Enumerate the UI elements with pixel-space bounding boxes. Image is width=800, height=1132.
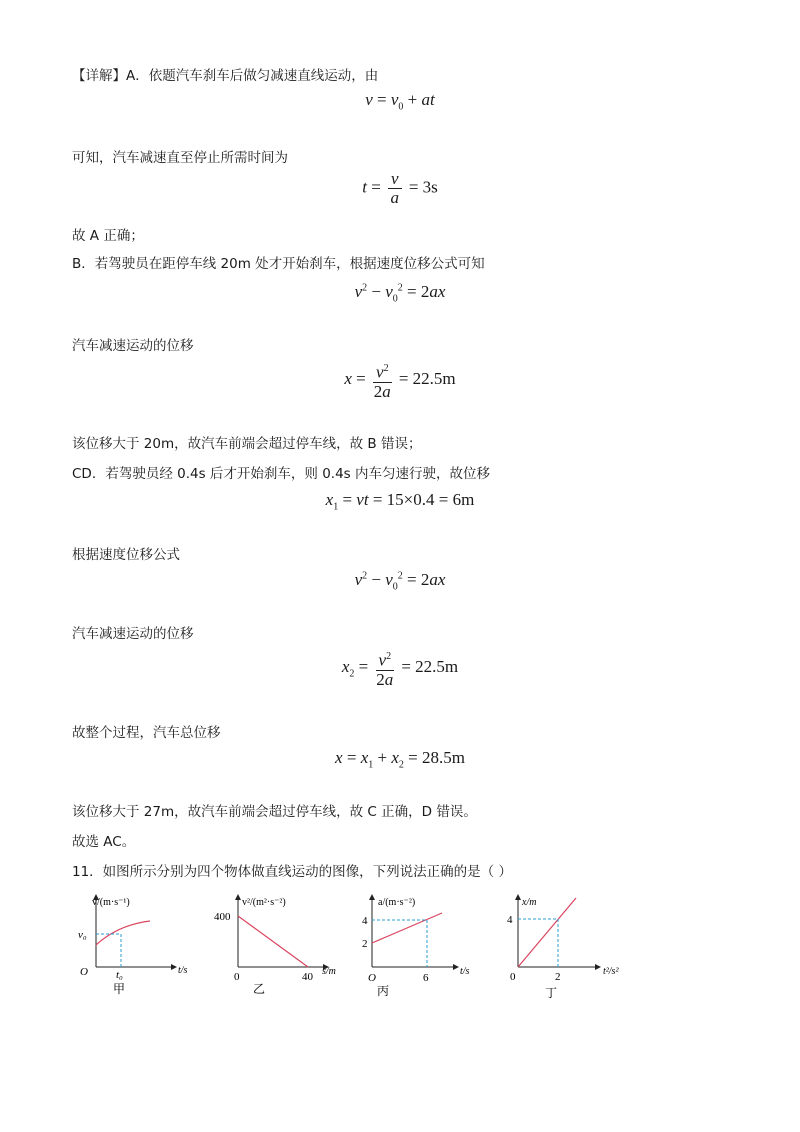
paragraph-intro: 【详解】A．依题汽车刹车后做匀减速直线运动，由 bbox=[72, 68, 379, 84]
graph-bing-xlabel: t/s bbox=[460, 966, 470, 977]
graph-bing-6: 6 bbox=[423, 972, 429, 984]
paragraph-displacement-2: 汽车减速运动的位移 bbox=[72, 626, 194, 642]
graph-jia-ylabel: v/(m·s⁻¹) bbox=[92, 897, 130, 908]
graph-bing-ylabel: a/(m·s⁻²) bbox=[378, 897, 416, 908]
graph-bing-2: 2 bbox=[362, 938, 368, 950]
equation-x: x = $\frac{v^2}{2a}$ = 22.5m bbox=[0, 360, 800, 401]
equation-v2: $v^2 - v_0^2 = 2ax$ bbox=[354, 282, 446, 305]
graph-ding-xlabel: t²/s² bbox=[603, 966, 619, 977]
equation-x-result: = 22.5m bbox=[398, 369, 456, 389]
equation-x1-result: = 15×0.4 = 6m bbox=[372, 490, 475, 509]
graph-bing-line bbox=[372, 913, 442, 943]
paragraph-c-correct: 该位移大于 27m，故汽车前端会超过停车线，故 C 正确，D 错误。 bbox=[72, 804, 477, 820]
equation-v2-repeat: $v^2 - v_0^2 = 2ax$ bbox=[354, 570, 446, 593]
equation-time: t = $\frac{v}{a}$ = 3s bbox=[362, 169, 438, 207]
graph-yi bbox=[214, 895, 336, 996]
equation-x1: $x_1$ = vt = 15×0.4 = 6m bbox=[325, 490, 475, 513]
question-11: 11．如图所示分别为四个物体做直线运动的图像，下列说法正确的是（ ） bbox=[72, 864, 512, 880]
paragraph-time: 可知，汽车减速直至停止所需时间为 bbox=[72, 150, 288, 166]
graphs-svg bbox=[0, 885, 800, 1015]
graph-yi-ylabel: v²/(m²·s⁻²) bbox=[242, 897, 286, 908]
paragraph-formula: 根据速度位移公式 bbox=[72, 547, 180, 563]
graph-jia-caption: 甲 bbox=[113, 982, 126, 996]
graph-ding-line bbox=[518, 898, 576, 967]
question-graphs bbox=[0, 885, 800, 1015]
graph-ding-4: 4 bbox=[507, 914, 513, 926]
paragraph-displacement-1: 汽车减速运动的位移 bbox=[72, 338, 194, 354]
graph-yi-line bbox=[238, 916, 308, 967]
graph-yi-xlabel: s/m bbox=[322, 966, 336, 977]
graph-jia-xlabel: t/s bbox=[178, 965, 188, 976]
graph-ding-2: 2 bbox=[555, 971, 561, 983]
graph-jia-v0: v₀ bbox=[78, 929, 87, 941]
graph-jia-curve bbox=[96, 921, 150, 945]
graph-yi-origin: 0 bbox=[234, 971, 240, 983]
graph-bing bbox=[362, 895, 470, 998]
graph-yi-caption: 乙 bbox=[253, 982, 266, 996]
graph-ding-caption: 丁 bbox=[545, 986, 558, 1000]
graph-jia bbox=[78, 895, 188, 996]
paragraph-b-wrong: 该位移大于 20m，故汽车前端会超过停车线，故 B 错误； bbox=[72, 436, 422, 452]
graph-bing-4: 4 bbox=[362, 915, 368, 927]
equation-x2: $x_2$ = $\frac{v^2}{2a}$ = 22.5m bbox=[0, 648, 800, 689]
paragraph-cd: CD．若驾驶员经 0.4s 后才开始刹车，则 0.4s 内车匀速行驶，故位移 bbox=[72, 466, 490, 482]
paragraph-a-correct: 故 A 正确； bbox=[72, 228, 144, 244]
graph-bing-caption: 丙 bbox=[377, 984, 390, 998]
graph-jia-t0: t₀ bbox=[116, 969, 123, 981]
graph-yi-40: 40 bbox=[302, 971, 313, 983]
equation-total-result: = 28.5m bbox=[408, 748, 465, 767]
graph-jia-origin: O bbox=[80, 966, 88, 978]
equation-total: $x = x_1 + x_2 = 28.5m$ bbox=[335, 748, 465, 771]
graph-ding-origin: 0 bbox=[510, 971, 516, 983]
paragraph-total: 故整个过程，汽车总位移 bbox=[72, 725, 221, 741]
graph-yi-400: 400 bbox=[214, 911, 231, 923]
equation-time-result: = 3s bbox=[408, 177, 438, 197]
equation-x2-result: = 22.5m bbox=[401, 657, 459, 677]
graph-ding-ylabel: x/m bbox=[522, 897, 537, 908]
graph-bing-origin: O bbox=[368, 972, 376, 984]
graph-ding bbox=[507, 895, 619, 1000]
paragraph-answer: 故选 AC。 bbox=[72, 834, 136, 850]
paragraph-b: B．若驾驶员在距停车线 20m 处才开始刹车，根据速度位移公式可知 bbox=[72, 256, 485, 272]
equation-velocity: $v = v_0$ + at bbox=[365, 90, 435, 113]
